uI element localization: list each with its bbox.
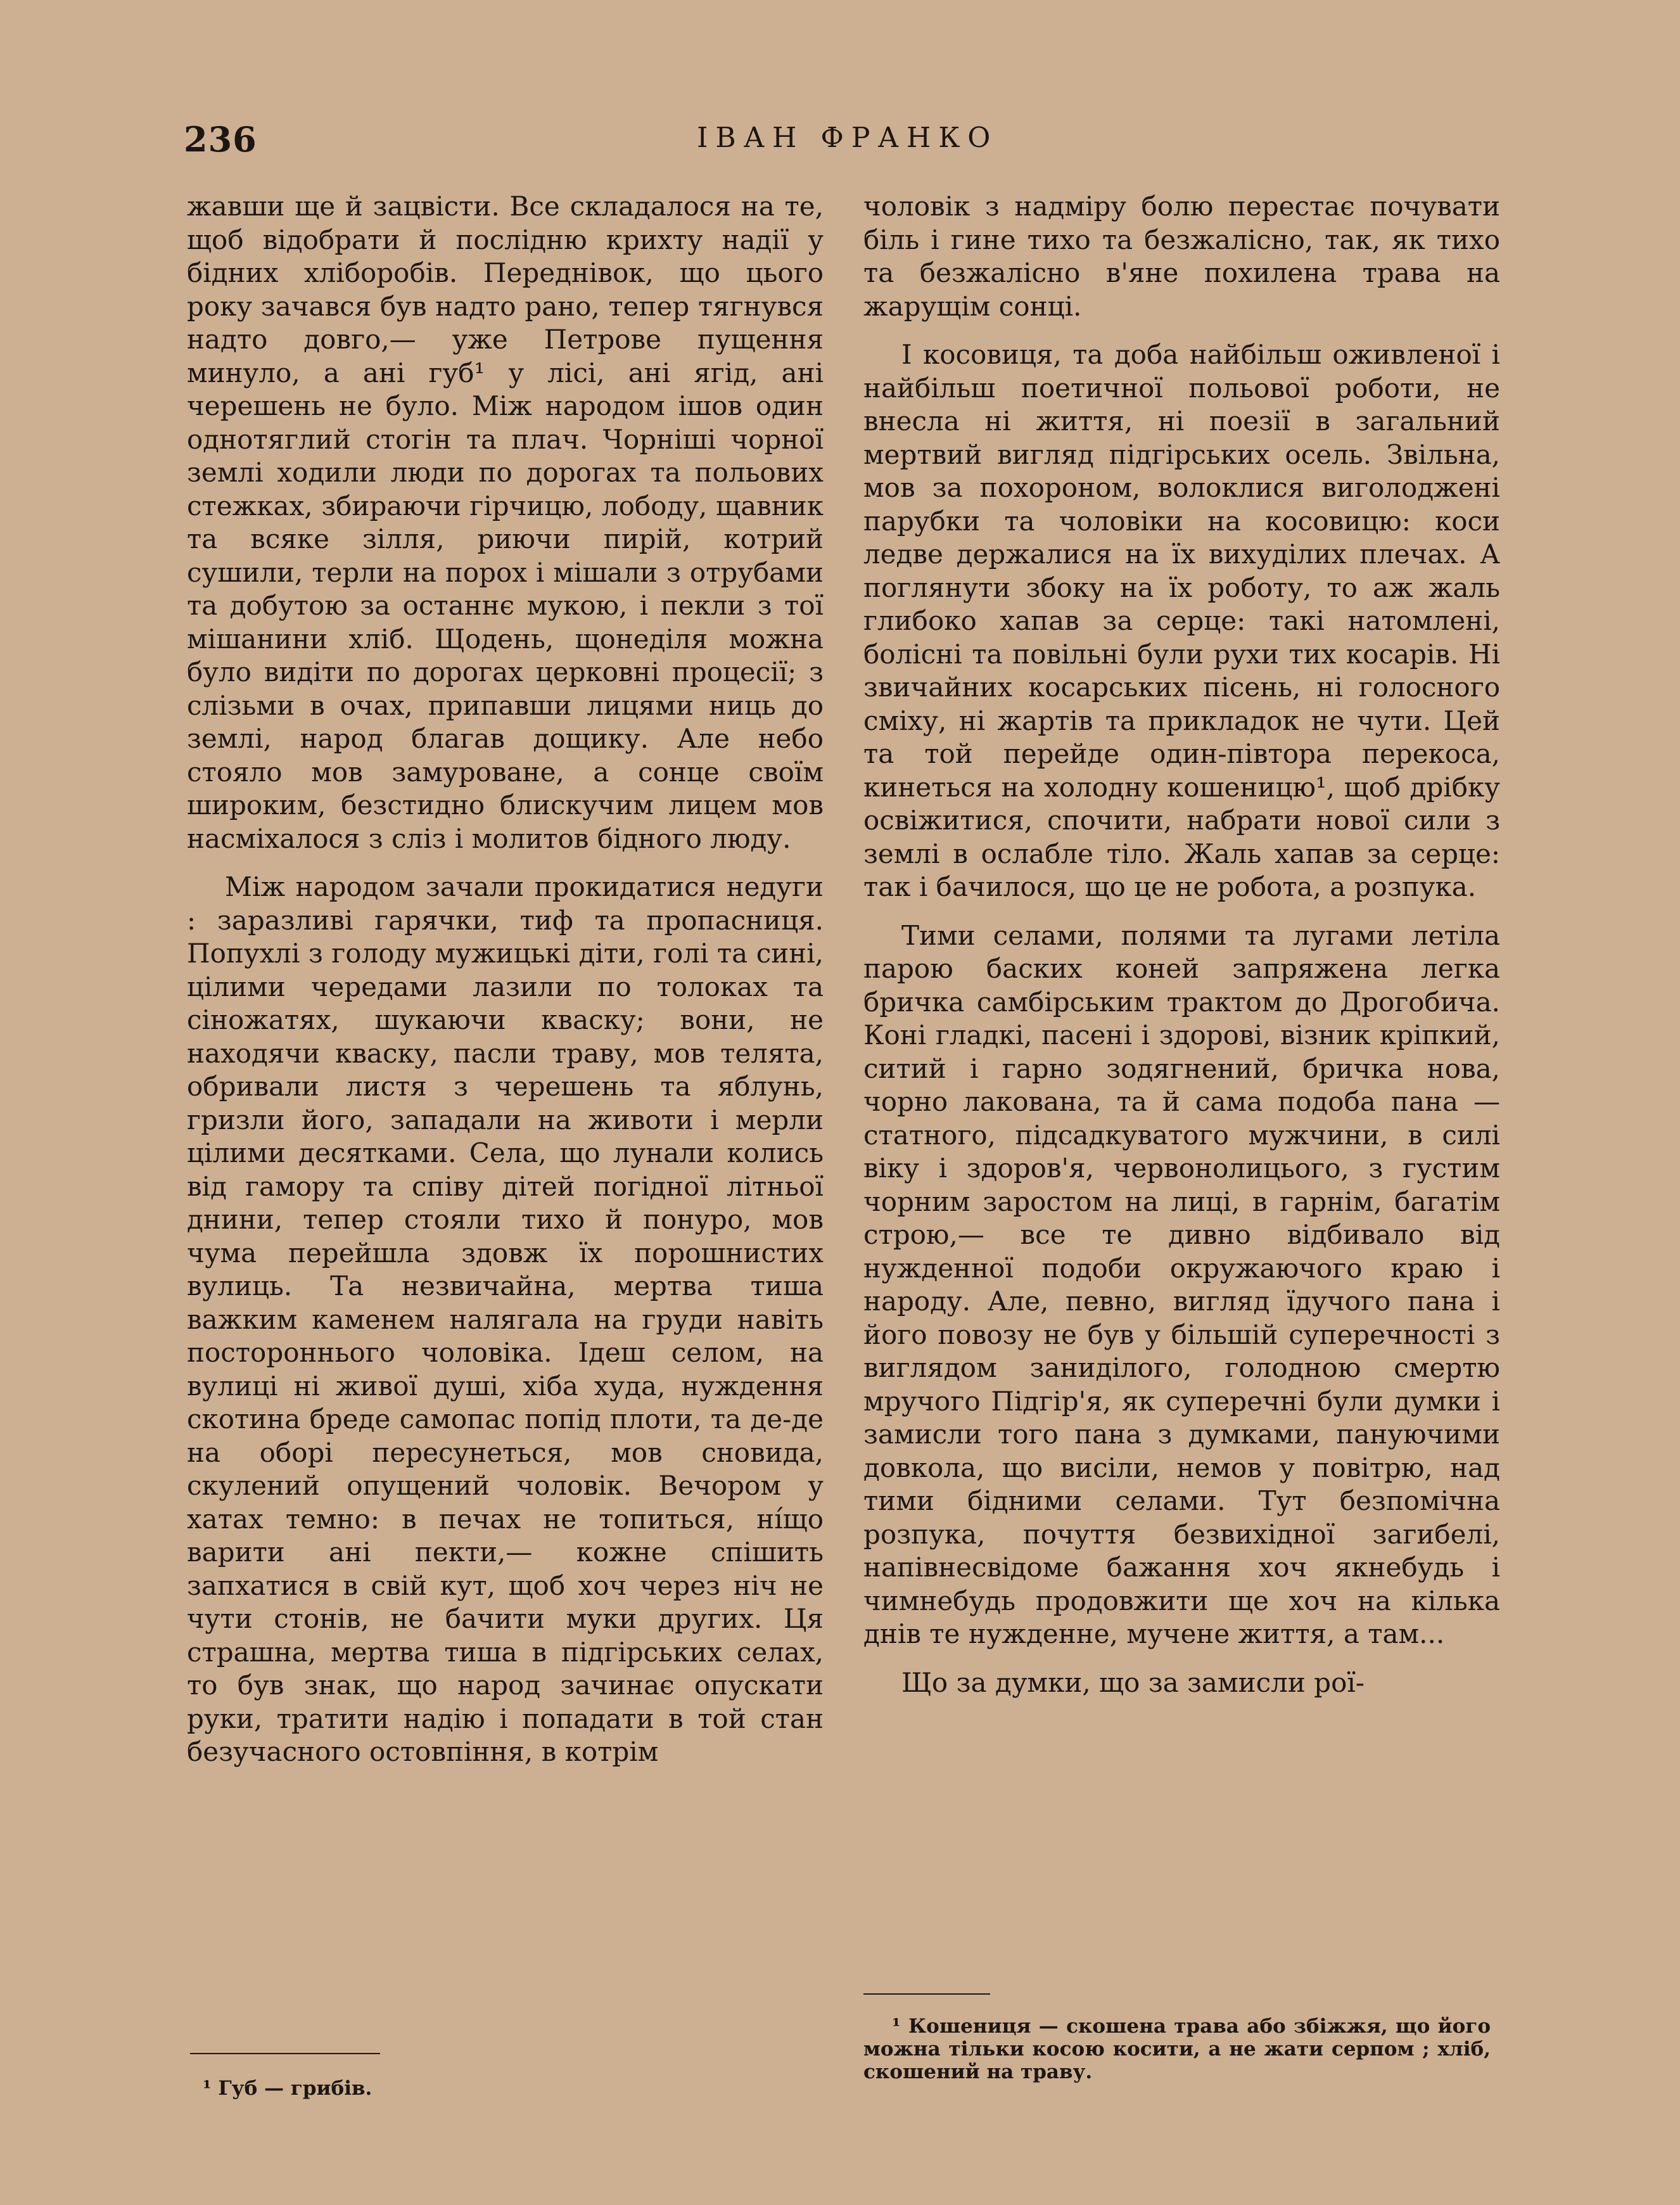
- left-footnote: ¹ Губ — грибів.: [203, 2077, 372, 2100]
- left-footnote-rule: [190, 2053, 380, 2054]
- left-paragraph-1: жавши ще й зацвісти. Все складалося на те, щоб відобрати й послідню крихту надії у бідних хліборобів. Переднівок, що цього року зачався був надто рано, тепер тягнувся надто довго,— уже Петрове пущення минуло, а ані губ¹ у лісі, ані ягід, ані черешень не було. Між народом ішов один однотяглий стогін та плач. Чорніші чорної землі ходили люди по дорогах та польових стежках, збираючи гірчицю, лободу, щавник та всяке зілля, риючи пирій, котрий сушили, терли на порох і мішали з отрубами та добутою за останнє мукою, і пекли з тої мішанини хліб. Щодень, щонеділя можна було видіти по дорогах церковні процесії; з слізьми в очах, припавши лицями ниць до землі, народ благав дощику. Але небо стояло мов замуроване, а сонце своїм широким, безстидно блискучим лицем мов насміхалося з сліз і молитов бідного люду.: [187, 191, 824, 854]
- right-paragraph-2: І косовиця, та доба найбільш оживленої і найбільш поетичної польової роботи, не внесла ні життя, ні поезії в загальний мертвий вигляд підгірських осель. Звільна, мов за похороном, волоклися виголоджені парубки та чоловіки на косовицю: коси ледве держалися на їх вихуділих плечах. А поглянути збоку на їх роботу, то аж жаль глибоко хапав за серце: такі натомлені, болісні та повільні були рухи тих косарів. Ні звичайних косарських пісень, ні голосного сміху, ні жартів та прикладок не чути. Цей та той перейде один-півтора перекоса, кинеться на холодну кошеницю¹, щоб дрібку освіжитися, спочити, набрати нової сили з землі в ослабле тіло. Жаль хапав за серце: так і бачилося, що це не робота, а розпука.: [863, 339, 1500, 902]
- right-paragraph-4: Що за думки, що за замисли рої-: [901, 1666, 1365, 1698]
- page-number: 236: [184, 119, 257, 160]
- right-footnote-rule: [863, 1993, 990, 1995]
- right-paragraph-1: чоловік з надміру болю перестає почувати біль і гине тихо та безжалісно, так, як тихо та безжалісно в'яне похилена трава на жарущім сонці.: [863, 191, 1500, 322]
- running-head: ІВАН ФРАНКО: [697, 122, 998, 154]
- left-column: [187, 190, 824, 2040]
- right-paragraph-3: Тими селами, полями та лугами летіла парою баских коней запряжена легка бричка самбірським трактом до Дрогобича. Коні гладкі, пасені і здорові, візник кріпкий, ситий і гарно зодягнений, бричка нова, чорно лакована, та й сама подоба пана — статного, підсадкуватого мужчини, в силі віку і здоров'я, червонолицього, з густим чорним заростом на лиці, в гарнім, багатім строю,— все те дивно відбивало від нужденної подоби окружаючого краю і народу. Але, певно, вигляд їдучого пана і його повозу не був у більшій суперечності з виглядом заниділого, голодною смертю мручого Підгір'я, як суперечні були думки і замисли того пана з думками, пануючими довкола, що висіли, немов у повітрю, над тими бідними селами. Тут безпомічна розпука, почуття безвихідної загибелі, напівнесвідоме бажання хоч якнебудь і чимнебудь продовжити ще хоч на кілька днів те нужденне, мучене життя, а там...: [863, 919, 1500, 1649]
- right-column: [863, 190, 1500, 1983]
- left-paragraph-2: Між народом зачали прокидатися недуги : заразливі гарячки, тиф та пропасниця. Попухлі з голоду мужицькі діти, голі та сині, цілими чередами лазили по толоках та сіножатях, шукаючи кваску; вони, не находячи кваску, пасли траву, мов телята, обривали листя з черешень та яблунь, гризли його, западали на животи і мерли цілими десятками. Села, що лунали колись від гамору та співу дітей погідної літньої днини, тепер стояли тихо й понуро, мов чума перейшла здовж їх порошнистих вулиць. Та незвичайна, мертва тиша важким каменем налягала на груди навіть постороннього чоловіка. Ідеш селом, на вулиці ні живої душі, хіба худа, нуждення скотина бреде самопас попід плоти, та де-де на оборі пересунеться, мов сновида, скулений опущений чоловік. Вечором у хатах темно: в печах не топиться, нíщо варити ані пекти,— кожне спішить запхатися в свій кут, щоб хоч через ніч не чути стонів, не бачити муки других. Ця страшна, мертва тиша в підгірських селах, то був знак, що народ зачинає опускати руки, тратити надію і попадати в той стан безучасного остовпіння, в котрім: [187, 871, 824, 1767]
- right-footnote: ¹ Кошениця — скошена трава або збіжжя, що його можна тільки косою косити, а не жати серпом ; хліб, скошений на траву.: [863, 2015, 1491, 2083]
